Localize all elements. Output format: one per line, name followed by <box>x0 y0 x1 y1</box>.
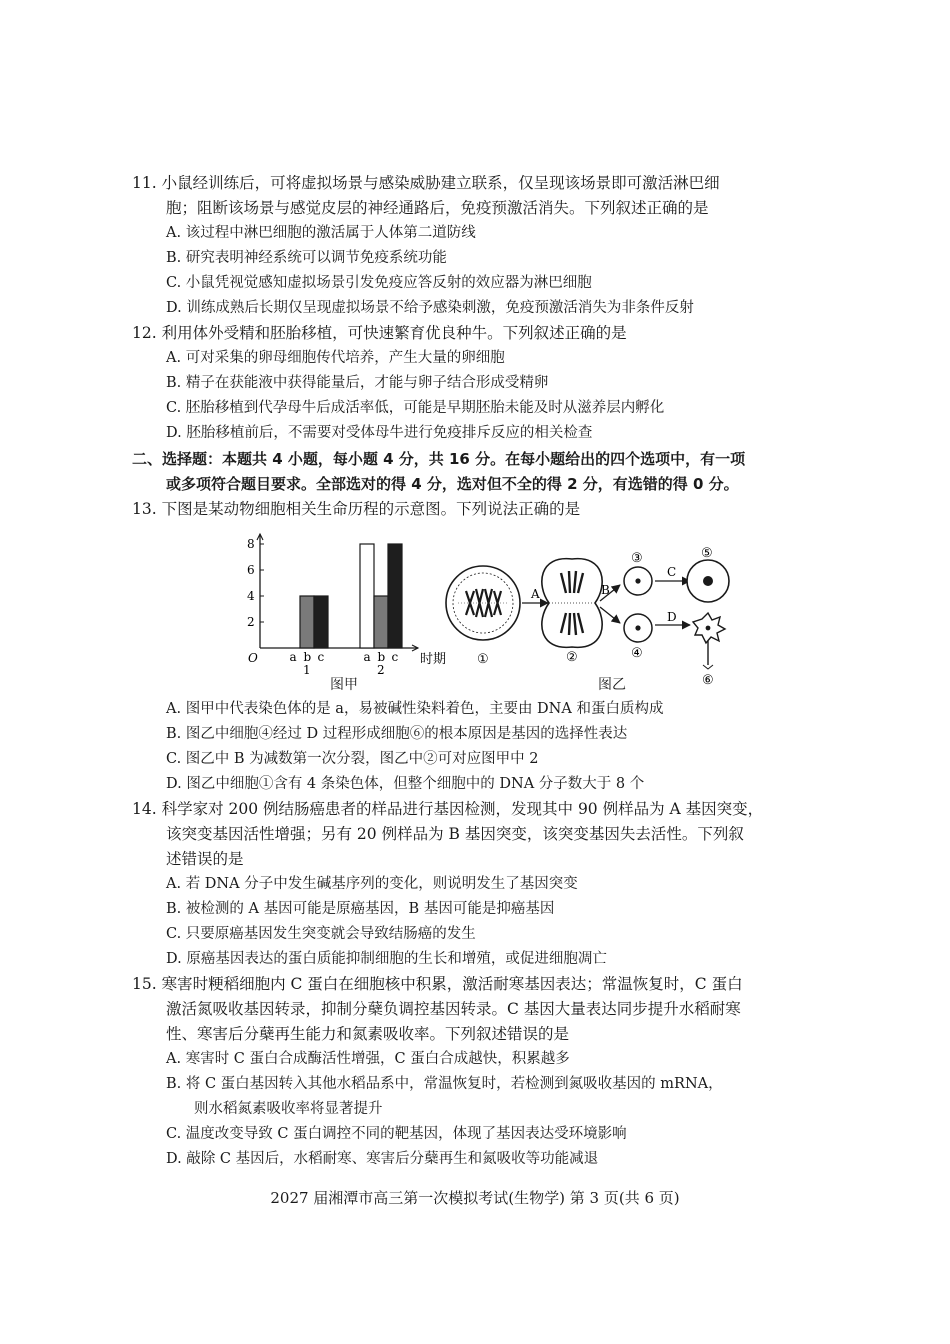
q15-option-b-line-2: 则水稻氮素吸收率将显著提升 <box>194 1101 383 1117</box>
cell-1 <box>446 566 520 640</box>
arrow-label-d: D <box>667 610 677 624</box>
figure-yi-cell-diagram <box>440 545 750 695</box>
section-2-heading-line-2: 或多项符合题目要求。全部选对的得 4 分，选对但不全的得 2 分，有选错的得 0 分。 <box>166 475 739 493</box>
q14-stem-line-2: 该突变基因活性增强；另有 20 例样品为 B 基因突变，该突变基因失去活性。下列叙 <box>166 825 744 843</box>
q15-option-a: A. 寒害时 C 蛋白合成酶活性增强，C 蛋白合成越快，积累越多 <box>166 1051 570 1067</box>
chart-labels <box>247 537 446 677</box>
origin-label: O <box>248 651 258 665</box>
cell-5 <box>687 560 729 602</box>
bar-letter-b: b <box>303 650 312 664</box>
q15-stem-line-1: 15. 寒害时粳稻细胞内 C 蛋白在细胞核中积累，激活耐寒基因表达；常温恢复时，C 蛋白 <box>132 975 743 993</box>
chart-bars <box>300 544 402 648</box>
bar-b-1 <box>300 596 314 648</box>
y-tick-label: 6 <box>247 563 255 577</box>
y-tick-label: 4 <box>247 589 255 603</box>
q15-option-d: D. 敲除 C 基因后，水稻耐寒、寒害后分蘖再生和氮吸收等功能减退 <box>166 1151 599 1167</box>
q11-option-c: C. 小鼠凭视觉感知虚拟场景引发免疫应答反射的效应器为淋巴细胞 <box>166 275 592 291</box>
bar-letter-b: b <box>377 650 386 664</box>
section-2-heading-line-1: 二、选择题：本题共 4 小题，每小题 4 分，共 16 分。在每小题给出的四个选项中，有一项 <box>132 450 746 468</box>
bar-letter-c: c <box>317 650 325 664</box>
arrow-label-b: B <box>601 583 610 597</box>
cell-label-5: ⑤ <box>701 546 713 561</box>
q13-stem-line-1: 13. 下图是某动物细胞相关生命历程的示意图。下列说法正确的是 <box>132 500 581 518</box>
figure-jia-caption: 图甲 <box>330 677 358 693</box>
bar-a-2 <box>360 544 374 648</box>
cell-4 <box>624 614 652 642</box>
cell-6-neuron <box>693 613 725 669</box>
bar-letter-a: a <box>363 650 371 664</box>
cell-label-3: ③ <box>631 551 643 566</box>
q11-stem-line-2: 胞；阻断该场景与感觉皮层的神经通路后，免疫预激活消失。下列叙述正确的是 <box>166 199 709 217</box>
q14-stem-line-3: 述错误的是 <box>166 850 244 868</box>
bar-c-1 <box>314 596 328 648</box>
cell-label-6: ⑥ <box>702 673 714 688</box>
arrow-label-c: C <box>667 565 677 579</box>
y-tick-label: 2 <box>247 615 255 629</box>
q12-option-d: D. 胚胎移植前后，不需要对受体母牛进行免疫排斥反应的相关检查 <box>166 425 593 441</box>
q14-option-c: C. 只要原癌基因发生突变就会导致结肠癌的发生 <box>166 926 476 942</box>
q14-option-d: D. 原癌基因表达的蛋白质能抑制细胞的生长和增殖，或促进细胞凋亡 <box>166 951 607 967</box>
figure-yi-caption: 图乙 <box>598 677 626 693</box>
cell-label-4: ④ <box>631 646 643 661</box>
bar-letter-a: a <box>289 650 297 664</box>
arrow-label-a: A <box>531 587 540 601</box>
bar-b-2 <box>374 596 388 648</box>
q12-option-a: A. 可对采集的卵母细胞传代培养，产生大量的卵细胞 <box>166 350 505 366</box>
arrow-b-lower <box>600 607 620 623</box>
q11-option-a: A. 该过程中淋巴细胞的激活属于人体第二道防线 <box>166 225 476 241</box>
q11-option-d: D. 训练成熟后长期仅呈现虚拟场景不给予感染刺激，免疫预激活消失为非条件反射 <box>166 300 694 316</box>
y-tick-label: 8 <box>247 537 255 551</box>
q12-option-b: B. 精子在获能液中获得能量后，才能与卵子结合形成受精卵 <box>166 375 549 391</box>
cell-label-2: ② <box>566 650 578 665</box>
q14-stem-line-1: 14. 科学家对 200 例结肠癌患者的样品进行基因检测，发现其中 90 例样品为 A 基因突变， <box>132 800 764 818</box>
bar-letter-c: c <box>391 650 399 664</box>
x-category-label: 2 <box>377 663 385 677</box>
q15-option-b-line-1: B. 将 C 蛋白基因转入其他水稻品系中，常温恢复时，若检测到氮吸收基因的 mRNA， <box>166 1076 723 1092</box>
bar-c-2 <box>388 544 402 648</box>
q15-stem-line-2: 激活氮吸收基因转录，抑制分蘖负调控基因转录。C 基因大量表达同步提升水稻耐寒 <box>166 1000 741 1018</box>
q13-option-d: D. 图乙中细胞①含有 4 条染色体，但整个细胞中的 DNA 分子数大于 8 个 <box>166 776 645 792</box>
q13-option-c: C. 图乙中 B 为减数第一次分裂，图乙中②可对应图甲中 2 <box>166 751 539 767</box>
q11-stem-line-1: 11. 小鼠经训练后，可将虚拟场景与感染威胁建立联系，仅呈现该场景即可激活淋巴细 <box>132 174 720 192</box>
q12-option-c: C. 胚胎移植到代孕母牛后成活率低，可能是早期胚胎未能及时从滋养层内孵化 <box>166 400 665 416</box>
q13-option-b: B. 图乙中细胞④经过 D 过程形成细胞⑥的根本原因是基因的选择性表达 <box>166 726 628 742</box>
q11-option-b: B. 研究表明神经系统可以调节免疫系统功能 <box>166 250 447 266</box>
cell-2 <box>542 559 602 648</box>
cell-3 <box>624 567 652 595</box>
page-footer: 2027 届湘潭市高三第一次模拟考试(生物学) 第 3 页(共 6 页) <box>270 1189 680 1207</box>
q14-option-b: B. 被检测的 A 基因可能是原癌基因，B 基因可能是抑癌基因 <box>166 901 555 917</box>
x-axis-label: 时期 <box>420 652 447 667</box>
q14-option-a: A. 若 DNA 分子中发生碱基序列的变化，则说明发生了基因突变 <box>166 876 578 892</box>
cell-label-1: ① <box>477 652 489 667</box>
q12-stem-line-1: 12. 利用体外受精和胚胎移植，可快速繁育优良种牛。下列叙述正确的是 <box>132 324 627 342</box>
figure-jia-bar-chart <box>238 528 453 693</box>
q15-stem-line-3: 性、寒害后分蘖再生能力和氮素吸收率。下列叙述错误的是 <box>166 1025 570 1043</box>
q15-option-c: C. 温度改变导致 C 蛋白调控不同的靶基因，体现了基因表达受环境影响 <box>166 1126 627 1142</box>
q13-option-a: A. 图甲中代表染色体的是 a，易被碱性染料着色，主要由 DNA 和蛋白质构成 <box>166 701 664 717</box>
x-category-label: 1 <box>303 663 311 677</box>
